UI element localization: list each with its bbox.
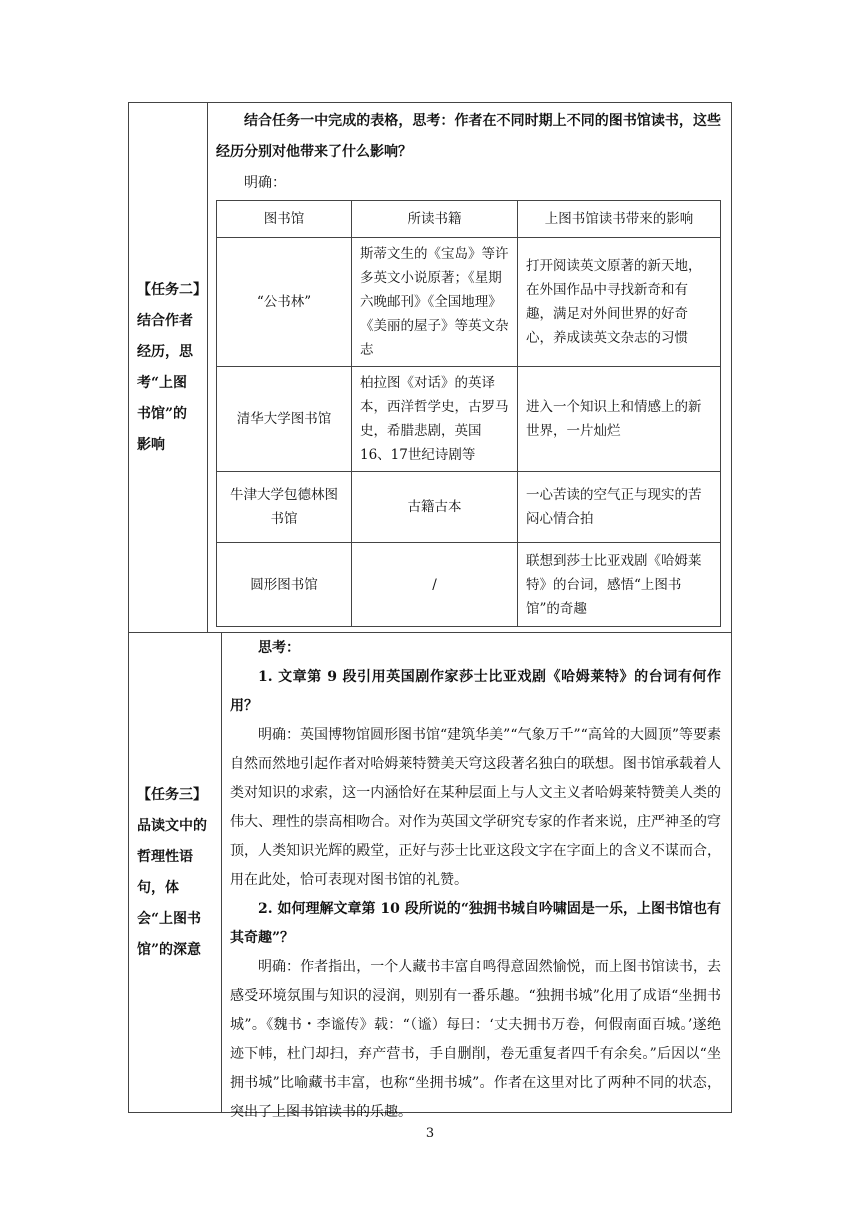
library-cell: “公书林” (217, 238, 352, 367)
impact-cell: 打开阅读英文原著的新天地，在外国作品中寻找新奇和有趣，满足对外间世界的好奇心，养成读英文杂志的习惯 (518, 238, 721, 367)
header-library: 图书馆 (217, 201, 352, 238)
impact-cell: 一心苦读的空气正与现实的苦闷心情合拍 (518, 472, 721, 543)
answer-2: 明确：作者指出，一个人藏书丰富自鸣得意固然愉悦，而上图书馆读书，去感受环境氛围与知识的浸润，则别有一番乐趣。“独拥书城”化用了成语“坐拥书城”。《魏书・李谧传》载：“（谧）每曰：‘丈夫拥书万卷，何假南面百城。’遂绝迹下帏，杜门却扫，弃产营书，手自删削，卷无重复者四千有余矣。”后因以“坐拥书城”比喻藏书丰富，也称“坐拥书城”。作者在这里对比了两种不同的状态，突出了上图书馆读书的乐趣。 (230, 959, 721, 1120)
library-table-header (217, 201, 721, 238)
task2-row (129, 103, 731, 632)
header-books: 所读书籍 (352, 201, 518, 238)
books-cell: 柏拉图《对话》的英译本，西洋哲学史，古罗马史，希腊悲剧，英国16、17世纪诗剧等 (352, 367, 518, 472)
task3-content-cell (222, 633, 731, 1120)
books-cell: 古籍古本 (352, 472, 518, 543)
answer-1: 明确：英国博物馆圆形图书馆“建筑华美”“气象万千”“高耸的大圆顶”等要素自然而然地引起作者对哈姆莱特赞美天穹这段著名独白的联想。图书馆承载着人类对知识的求索，这一内涵恰好在某种层面上与人文主义者哈姆莱特赞美人类的伟大、理性的崇高相吻合。对作为英国文学研究专家的作者来说，庄严神圣的穹顶，人类知识光辉的殿堂，正好与莎士比亚这段文字在字面上的含义不谋而合，用在此处，恰可表现对图书馆的礼赞。 (230, 727, 721, 888)
task2-label-cell (129, 103, 208, 632)
impact-cell: 进入一个知识上和情感上的新世界，一片灿烂 (518, 367, 721, 472)
library-cell: 清华大学图书馆 (217, 367, 352, 472)
think-label: 思考： (258, 640, 300, 656)
task2-content-cell (208, 103, 731, 632)
library-cell: 圆形图书馆 (217, 543, 352, 627)
lesson-table (128, 102, 732, 1120)
table-row (217, 367, 721, 472)
task3-label: 【任务三】品读文中的哲理性语句，体会“上图书馆”的深意 (137, 786, 207, 958)
table-row (217, 472, 721, 543)
library-cell: 牛津大学包德林图书馆 (217, 472, 352, 543)
library-table (216, 200, 721, 627)
task3-row (129, 632, 731, 1120)
question-2: 2. 如何理解文章第 10 段所说的“独拥书城自吟啸固是一乐，上图书馆也有其奇趣”？ (230, 901, 721, 946)
header-impact: 上图书馆读书带来的影响 (518, 201, 721, 238)
task3-label-cell (129, 633, 222, 1112)
page-number: 3 (425, 1126, 435, 1141)
question-1: 1. 文章第 9 段引用英国剧作家莎士比亚戏剧《哈姆莱特》的台词有何作用？ (230, 669, 721, 714)
task2-label: 【任务二】结合作者经历，思考“上图书馆”的影响 (137, 281, 200, 453)
task2-question: 结合任务一中完成的表格，思考：作者在不同时期上不同的图书馆读书，这些经历分别对他带来了什么影响？ (216, 113, 721, 160)
books-cell: 斯蒂文生的《宝岛》等许多英文小说原著；《星期六晚邮刊》《全国地理》《美丽的屋子》等英文杂志 (352, 238, 518, 367)
task2-answer-label: 明确： (244, 175, 286, 191)
table-row (217, 543, 721, 627)
impact-cell: 联想到莎士比亚戏剧《哈姆莱特》的台词，感悟“上图书馆”的奇趣 (518, 543, 721, 627)
books-cell: / (352, 543, 518, 627)
table-row (217, 238, 721, 367)
